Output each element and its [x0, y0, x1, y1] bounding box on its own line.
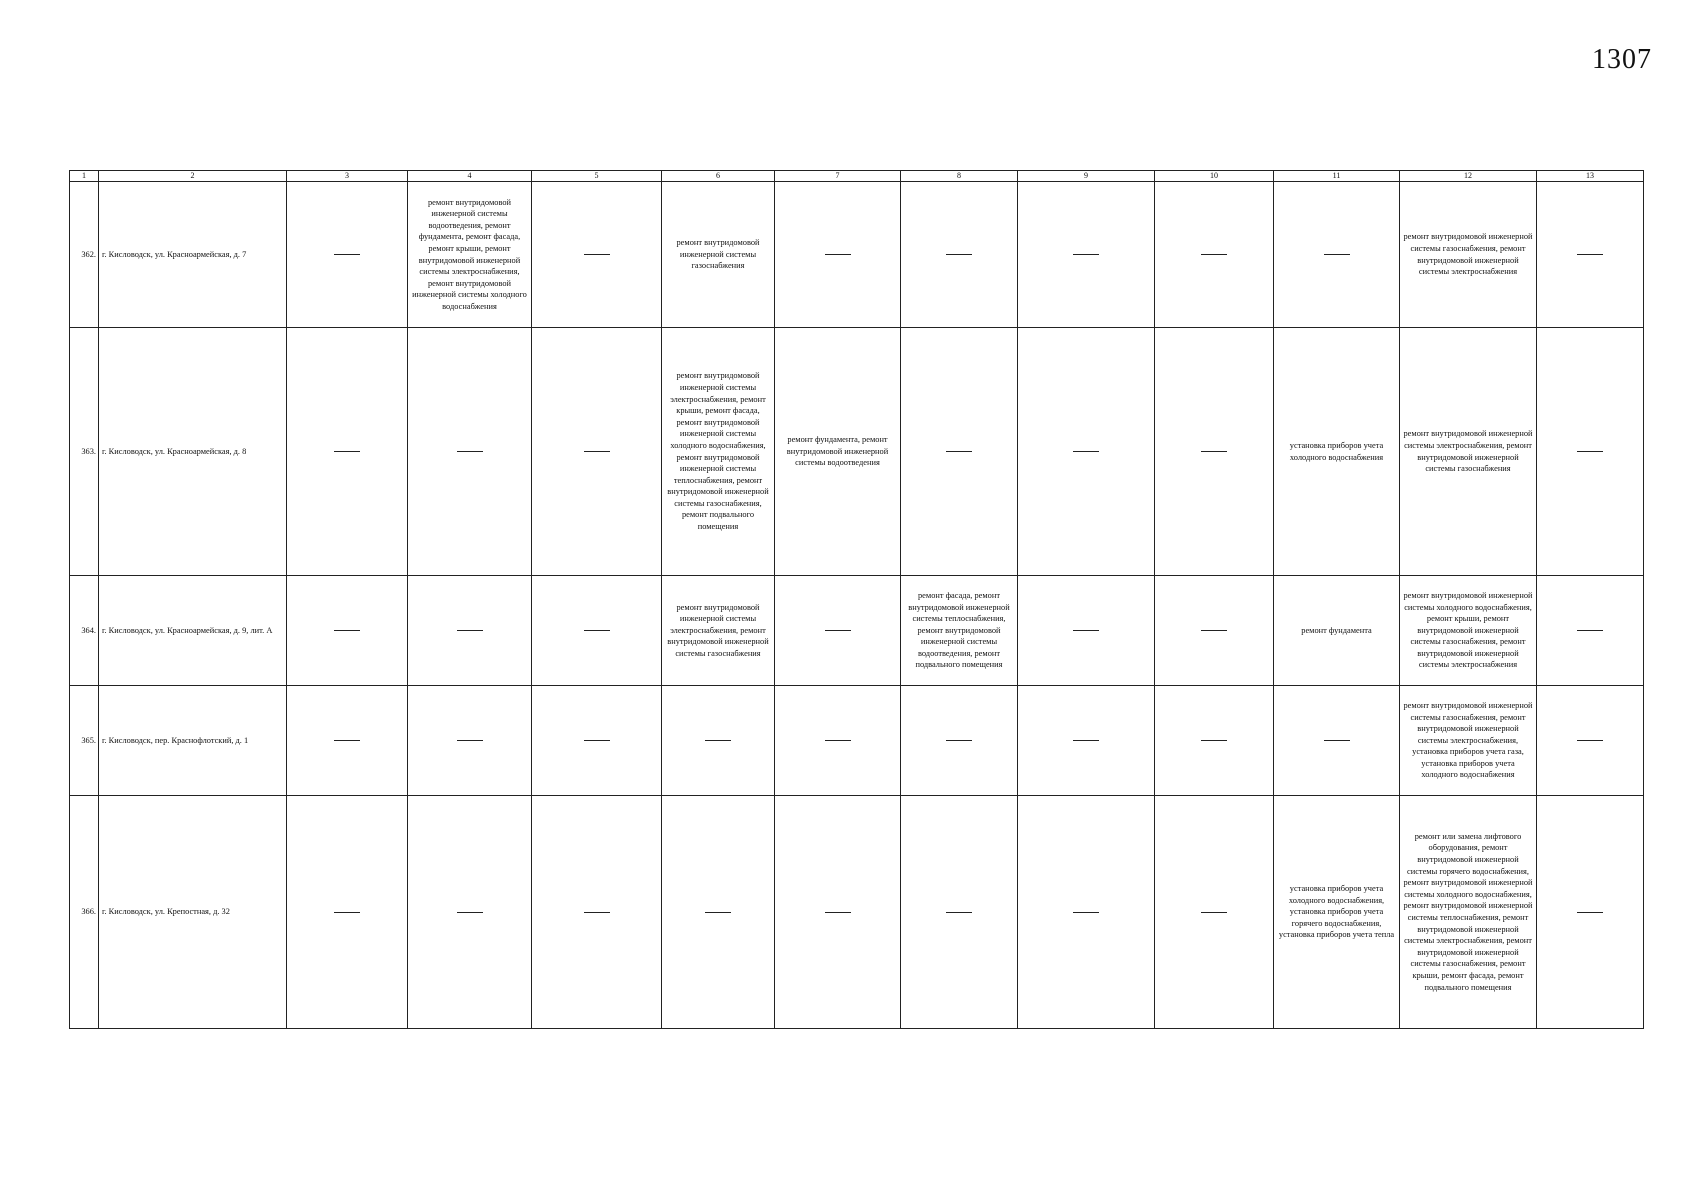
empty-dash	[1577, 912, 1603, 913]
work-cell: ремонт внутридомовой инженерной системы электроснабжения, ремонт внутридомовой инженерной системы газоснабжения	[662, 576, 775, 686]
empty-dash	[584, 740, 610, 741]
work-cell	[1537, 796, 1644, 1029]
empty-dash	[946, 451, 972, 452]
empty-dash	[334, 630, 360, 631]
work-cell: ремонт внутридомовой инженерной системы газоснабжения, ремонт внутридомовой инженерной системы электроснабжения	[1400, 182, 1537, 328]
column-number-header: 2	[99, 171, 287, 182]
work-cell: установка приборов учета холодного водоснабжения	[1274, 328, 1400, 576]
empty-dash	[1073, 912, 1099, 913]
column-number-header: 10	[1155, 171, 1274, 182]
work-cell	[775, 576, 901, 686]
empty-dash	[334, 912, 360, 913]
table-row	[70, 328, 1644, 576]
work-cell	[901, 796, 1018, 1029]
empty-dash	[1577, 254, 1603, 255]
work-cell	[287, 182, 408, 328]
empty-dash	[334, 254, 360, 255]
work-cell	[532, 328, 662, 576]
work-cell	[662, 686, 775, 796]
empty-dash	[1073, 254, 1099, 255]
work-cell: ремонт внутридомовой инженерной системы электроснабжения, ремонт внутридомовой инженерной системы газоснабжения	[1400, 328, 1537, 576]
empty-dash	[825, 912, 851, 913]
page-number: 1307	[1592, 44, 1652, 75]
empty-dash	[705, 740, 731, 741]
empty-dash	[457, 451, 483, 452]
address-cell: г. Кисловодск, ул. Красноармейская, д. 9, лит. А	[99, 576, 287, 686]
column-number-header-row	[70, 171, 1644, 182]
empty-dash	[1577, 630, 1603, 631]
empty-dash	[946, 912, 972, 913]
work-cell	[1537, 576, 1644, 686]
work-cell	[1537, 686, 1644, 796]
work-cell	[408, 328, 532, 576]
empty-dash	[584, 912, 610, 913]
work-cell	[1155, 576, 1274, 686]
column-number-header: 9	[1018, 171, 1155, 182]
empty-dash	[1324, 740, 1350, 741]
work-cell	[901, 686, 1018, 796]
empty-dash	[584, 451, 610, 452]
empty-dash	[1201, 912, 1227, 913]
work-cell	[408, 686, 532, 796]
column-number-header: 6	[662, 171, 775, 182]
row-number: 366.	[70, 796, 99, 1029]
work-cell	[1018, 686, 1155, 796]
column-number-header: 13	[1537, 171, 1644, 182]
work-cell: ремонт фасада, ремонт внутридомовой инженерной системы теплоснабжения, ремонт внутридомовой инженерной системы водоотведения, ремонт подвального помещения	[901, 576, 1018, 686]
empty-dash	[946, 254, 972, 255]
column-number-header: 11	[1274, 171, 1400, 182]
empty-dash	[334, 451, 360, 452]
column-number-header: 1	[70, 171, 99, 182]
empty-dash	[457, 740, 483, 741]
table-row	[70, 686, 1644, 796]
column-number-header: 4	[408, 171, 532, 182]
empty-dash	[1201, 451, 1227, 452]
work-cell	[662, 796, 775, 1029]
work-cell	[775, 182, 901, 328]
work-cell	[1155, 328, 1274, 576]
empty-dash	[1201, 740, 1227, 741]
work-cell	[1018, 182, 1155, 328]
work-cell	[1155, 686, 1274, 796]
work-cell	[1274, 686, 1400, 796]
row-number: 365.	[70, 686, 99, 796]
work-cell	[532, 182, 662, 328]
work-cell	[901, 328, 1018, 576]
address-cell: г. Кисловодск, ул. Красноармейская, д. 7	[99, 182, 287, 328]
work-cell	[1155, 182, 1274, 328]
column-number-header: 5	[532, 171, 662, 182]
work-cell: ремонт внутридомовой инженерной системы электроснабжения, ремонт крыши, ремонт фасада, ремонт внутридомовой инженерной системы холодного водоснабжения, ремонт внутридомовой инженерной системы теплоснабжения, ремонт внутридомовой инженерной системы газоснабжения, ремонт подвального помещения	[662, 328, 775, 576]
work-cell: ремонт фундамента, ремонт внутридомовой инженерной системы водоотведения	[775, 328, 901, 576]
address-cell: г. Кисловодск, пер. Краснофлотский, д. 1	[99, 686, 287, 796]
empty-dash	[1577, 451, 1603, 452]
work-cell	[1537, 182, 1644, 328]
work-cell	[287, 796, 408, 1029]
work-cell	[287, 686, 408, 796]
work-cell	[1155, 796, 1274, 1029]
empty-dash	[334, 740, 360, 741]
work-cell	[1018, 796, 1155, 1029]
column-number-header: 7	[775, 171, 901, 182]
work-cell: ремонт фундамента	[1274, 576, 1400, 686]
empty-dash	[1577, 740, 1603, 741]
work-cell	[901, 182, 1018, 328]
work-cell: ремонт внутридомовой инженерной системы водоотведения, ремонт фундамента, ремонт фасада, ремонт крыши, ремонт внутридомовой инженерной системы электроснабжения, ремонт внутридомовой инженерной системы холодного водоснабжения	[408, 182, 532, 328]
column-number-header: 8	[901, 171, 1018, 182]
empty-dash	[825, 740, 851, 741]
empty-dash	[825, 630, 851, 631]
column-number-header: 12	[1400, 171, 1537, 182]
row-number: 362.	[70, 182, 99, 328]
work-cell	[1018, 328, 1155, 576]
address-cell: г. Кисловодск, ул. Красноармейская, д. 8	[99, 328, 287, 576]
work-cell: установка приборов учета холодного водоснабжения, установка приборов учета горячего водоснабжения, установка приборов учета тепла	[1274, 796, 1400, 1029]
repair-schedule-table	[69, 170, 1644, 1029]
work-cell	[287, 328, 408, 576]
empty-dash	[705, 912, 731, 913]
empty-dash	[1324, 254, 1350, 255]
row-number: 364.	[70, 576, 99, 686]
work-cell	[532, 576, 662, 686]
empty-dash	[1201, 254, 1227, 255]
empty-dash	[946, 740, 972, 741]
empty-dash	[1073, 740, 1099, 741]
empty-dash	[584, 254, 610, 255]
work-cell: ремонт внутридомовой инженерной системы газоснабжения, ремонт внутридомовой инженерной системы электроснабжения, установка приборов учета газа, установка приборов учета холодного водоснабжения	[1400, 686, 1537, 796]
work-cell	[408, 796, 532, 1029]
empty-dash	[457, 912, 483, 913]
work-cell: ремонт внутридомовой инженерной системы холодного водоснабжения, ремонт крыши, ремонт внутридомовой инженерной системы газоснабжения, ремонт внутридомовой инженерной системы электроснабжения	[1400, 576, 1537, 686]
empty-dash	[1201, 630, 1227, 631]
address-cell: г. Кисловодск, ул. Крепостная, д. 32	[99, 796, 287, 1029]
work-cell: ремонт или замена лифтового оборудования, ремонт внутридомовой инженерной системы горячего водоснабжения, ремонт внутридомовой инженерной системы холодного водоснабжения, ремонт внутридомовой инженерной системы теплоснабжения, ремонт внутридомовой инженерной системы электроснабжения, ремонт внутридомовой инженерной системы газоснабжения, ремонт крыши, ремонт фасада, ремонт подвального помещения	[1400, 796, 1537, 1029]
work-cell	[1274, 182, 1400, 328]
empty-dash	[1073, 451, 1099, 452]
work-cell	[775, 686, 901, 796]
empty-dash	[584, 630, 610, 631]
table-row	[70, 182, 1644, 328]
work-cell	[408, 576, 532, 686]
work-cell	[1018, 576, 1155, 686]
table-row	[70, 576, 1644, 686]
empty-dash	[457, 630, 483, 631]
empty-dash	[1073, 630, 1099, 631]
work-cell	[532, 796, 662, 1029]
work-cell	[287, 576, 408, 686]
empty-dash	[825, 254, 851, 255]
column-number-header: 3	[287, 171, 408, 182]
work-cell	[1537, 328, 1644, 576]
work-cell	[775, 796, 901, 1029]
row-number: 363.	[70, 328, 99, 576]
work-cell	[532, 686, 662, 796]
work-cell: ремонт внутридомовой инженерной системы газоснабжения	[662, 182, 775, 328]
table-row	[70, 796, 1644, 1029]
